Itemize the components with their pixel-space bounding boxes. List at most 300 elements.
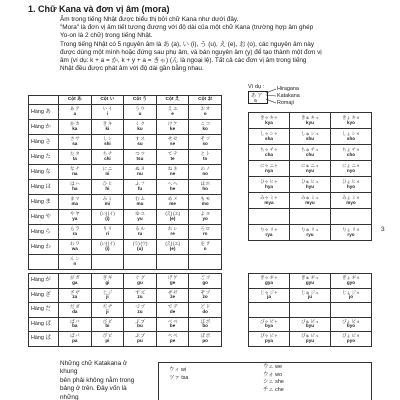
romaji-text: chi	[104, 156, 111, 161]
romaji-text: ki	[105, 126, 110, 131]
romaji-text: hyo	[346, 183, 356, 189]
kana-cell	[249, 317, 290, 332]
kana-cell	[91, 120, 124, 135]
table-row	[249, 288, 372, 303]
romaji-text: i	[106, 111, 109, 116]
kana-cell	[156, 195, 189, 210]
kana-cell	[290, 113, 331, 129]
kana-cell	[124, 105, 157, 120]
romaji-text: myo	[346, 199, 356, 205]
kana-glyphs: ど ド	[200, 304, 210, 310]
table-row	[249, 177, 372, 193]
kana-glyphs: じゃ ジャ	[260, 289, 278, 295]
kana-glyphs: ぎょ ギョ	[342, 275, 360, 281]
intro-line: "Mora" là đơn vị âm tiết tương đương với độ dài của một chữ Kana (trường hợp âm ghép	[60, 24, 314, 32]
header-cell: Cột あ	[59, 96, 92, 105]
romaji-text: no	[202, 171, 208, 176]
kana-glyphs: る ル	[135, 226, 145, 232]
kana-cell	[91, 288, 124, 303]
kana-glyphs: そ ソ	[200, 136, 210, 142]
romaji-text: ja	[267, 294, 271, 300]
kana-glyphs: に ニ	[102, 166, 113, 172]
kana-cell	[59, 303, 92, 318]
extra-katakana-box	[158, 362, 372, 400]
kana-glyphs: お オ	[200, 106, 210, 112]
romaji-text: kyo	[347, 119, 355, 125]
kana-cell	[91, 225, 124, 240]
kana-glyphs: で デ	[167, 304, 178, 310]
kana-glyphs: う ウ	[135, 106, 145, 112]
kana-glyphs: (い) (イ)	[100, 241, 115, 247]
kana-glyphs: ぴゃ ピャ	[260, 333, 278, 339]
romaji-text: byu	[305, 323, 315, 329]
intro-line: âm (ví dụ: k + a = か, k + y + a = きゃ) (ん là ngoại lệ). Tất cả các đơn vị âm trong tiếng	[60, 57, 307, 65]
romaji-text: kya	[265, 119, 273, 125]
kana-cell	[91, 135, 124, 150]
romaji-text: sha	[265, 135, 273, 141]
kana-cell	[124, 288, 157, 303]
kana-cell	[156, 240, 189, 255]
romaji-text: hya	[265, 183, 273, 189]
kana-glyphs: が ガ	[70, 275, 80, 281]
romaji-text: pa	[72, 337, 78, 343]
table-row	[249, 145, 372, 161]
romaji-text: ka	[72, 126, 78, 131]
romaji-text: zo	[202, 294, 208, 300]
kana-cell	[189, 165, 222, 180]
romaji-text: ke	[170, 126, 176, 131]
kana-glyphs: (う) (ウ)	[132, 241, 148, 247]
romaji-text: ri	[105, 231, 109, 236]
row-label: Hàng ぱ	[29, 332, 59, 347]
gojuon-table	[28, 95, 222, 270]
kana-cell	[124, 135, 157, 150]
kana-glyphs: ま マ	[70, 196, 80, 202]
romaji-text: jo	[348, 294, 354, 300]
romaji-text: kyu	[306, 119, 314, 125]
romaji-text: bo	[202, 323, 208, 329]
kana-cell	[189, 274, 222, 289]
kana-glyphs: ゆ ユ	[135, 211, 145, 217]
kana-cell	[249, 288, 290, 303]
kana-cell	[124, 165, 157, 180]
kana-glyphs: ろ ロ	[200, 226, 210, 232]
romaji-text: za	[72, 294, 78, 300]
kana-cell	[91, 255, 124, 270]
kana-cell	[290, 274, 331, 289]
kana-cell	[331, 274, 372, 289]
romaji-text: u	[138, 111, 142, 116]
kana-cell	[91, 105, 124, 120]
kana-cell	[331, 303, 372, 318]
kana-glyphs: け ケ	[167, 121, 178, 127]
romaji-text: ho	[202, 186, 208, 191]
kana-cell	[331, 145, 372, 161]
romaji-text: myu	[305, 199, 315, 205]
intro-line: Nhật đều được phát âm với độ dài gần bằng nhau.	[60, 65, 204, 73]
kana-cell	[189, 150, 222, 165]
romaji-text: pe	[169, 337, 176, 343]
kana-glyphs: の ノ	[200, 166, 210, 172]
romaji-text: fu	[137, 186, 143, 191]
table-row	[29, 135, 222, 150]
kana-cell	[290, 209, 331, 225]
kana-glyphs: にょ ニョ	[342, 162, 360, 168]
kana-glyphs: ば バ	[70, 318, 80, 324]
kana-glyphs: しょ ショ	[342, 130, 360, 136]
table-row	[29, 210, 222, 225]
extra-katakana-item: シェ she	[263, 379, 284, 385]
kana-cell	[59, 317, 92, 332]
table-row	[29, 195, 222, 210]
romaji-text: ro	[202, 231, 208, 236]
romaji-text: ha	[72, 186, 78, 191]
table-row	[29, 303, 222, 318]
intro-line: Âm trong tiếng Nhật được biểu thị bởi chữ Kana như dưới đây.	[60, 16, 239, 23]
kana-cell	[124, 195, 157, 210]
kana-glyphs: ひゃ ヒャ	[260, 178, 278, 184]
table-row	[29, 180, 222, 195]
romaji-text: gu	[137, 279, 143, 285]
romaji-text: sa	[72, 141, 78, 146]
kana-cell	[249, 161, 290, 177]
row-label: Hàng ば	[29, 317, 59, 332]
kana-glyphs: にゅ ニュ	[301, 162, 319, 168]
kana-cell	[331, 332, 372, 347]
romaji-text: mo	[201, 201, 209, 206]
kana-cell	[189, 135, 222, 150]
romaji-text: pya	[265, 337, 273, 343]
bottom-note-line: Những chữ Katakana ở khung	[60, 360, 128, 376]
romaji-text: ge	[169, 279, 176, 285]
romaji-text: nyo	[346, 167, 356, 173]
romaji-text: wa	[71, 246, 78, 251]
kana-cell	[290, 161, 331, 177]
kana-glyphs: だ ダ	[70, 304, 80, 310]
romaji-text: (e)	[169, 216, 176, 221]
romaji-text: tsu	[136, 156, 144, 161]
kana-glyphs: しゃ シャ	[260, 130, 278, 136]
kana-cell	[290, 225, 331, 241]
kana-cell	[59, 288, 92, 303]
table-row	[29, 105, 222, 120]
table-row	[29, 150, 222, 165]
kana-glyphs: を ヲ	[200, 241, 210, 247]
kana-glyphs: か カ	[70, 121, 80, 127]
kana-glyphs: ぜ ゼ	[167, 289, 178, 295]
kana-glyphs: あ ア	[70, 106, 80, 112]
romaji-text: su	[137, 141, 143, 146]
romaji-text: pyo	[346, 337, 356, 343]
kana-cell	[124, 317, 157, 332]
kana-cell	[124, 332, 157, 347]
romaji-text: byo	[346, 323, 356, 329]
extra-katakana-item: ウォ wo	[263, 371, 282, 378]
kana-glyphs: や ヤ	[70, 211, 80, 217]
kana-glyphs: ち チ	[102, 151, 113, 157]
kana-glyphs: ぞ ゾ	[200, 289, 210, 295]
kana-glyphs: こ コ	[200, 121, 210, 127]
romaji-text: gyu	[305, 279, 315, 285]
table-row	[29, 120, 222, 135]
kana-glyphs: り リ	[102, 226, 113, 232]
kana-glyphs: ぺ ペ	[167, 333, 178, 339]
kana-cell	[59, 105, 92, 120]
kana-glyphs: き キ	[102, 121, 113, 127]
romaji-text: gi	[105, 279, 110, 285]
kana-glyphs: ぴゅ ピュ	[301, 333, 319, 339]
romaji-text: ra	[72, 231, 77, 236]
kana-glyphs: りゅ リュ	[301, 226, 319, 232]
romaji-text: to	[203, 156, 208, 161]
kana-glyphs: じゅ ジュ	[301, 289, 319, 295]
romaji-text: shi	[104, 141, 111, 146]
romaji-text: nya	[265, 167, 273, 173]
romaji-text: ta	[72, 156, 77, 161]
romaji-text: rya	[265, 231, 273, 237]
romaji-text: ji	[106, 308, 109, 314]
kana-glyphs: ほ ホ	[200, 181, 210, 187]
table-row	[29, 317, 222, 332]
kana-glyphs: も モ	[200, 196, 210, 202]
kana-glyphs: ぷ プ	[135, 333, 145, 339]
table-row	[249, 225, 372, 241]
header-cell	[29, 96, 59, 105]
kana-glyphs: む ム	[135, 196, 145, 202]
kana-glyphs: ひょ ヒョ	[342, 178, 360, 184]
romaji-text: re	[170, 231, 175, 236]
kana-cell	[156, 180, 189, 195]
extra-katakana-item: ウェ we	[263, 364, 282, 370]
kana-glyphs: みゃ ミャ	[260, 194, 278, 200]
kana-glyphs: よ ヨ	[200, 211, 210, 217]
row-label: Hàng や	[29, 210, 59, 225]
kana-cell	[189, 225, 222, 240]
romaji-text: (i)	[105, 216, 110, 221]
kana-glyphs: た タ	[70, 151, 80, 157]
kana-cell	[124, 274, 157, 289]
kana-glyphs: ぬ ヌ	[135, 166, 145, 172]
bottom-note	[60, 360, 140, 400]
romaji-text: gyo	[346, 279, 356, 285]
header-cell: Cột い	[91, 96, 124, 105]
kana-glyphs: み ミ	[102, 196, 113, 202]
kana-glyphs: と ト	[200, 151, 210, 157]
intro-line: Yo-on là 2 chữ) trong tiếng Nhật.	[60, 32, 153, 40]
romaji-text: ji	[106, 294, 109, 300]
kana-glyphs: しゅ シュ	[301, 130, 319, 136]
romaji-text: mi	[104, 201, 111, 206]
table-row	[29, 240, 222, 255]
kana-glyphs: ひゅ ヒュ	[301, 178, 319, 184]
table-row	[249, 113, 372, 129]
kana-cell	[124, 150, 157, 165]
kana-glyphs: にゃ ニャ	[260, 162, 278, 168]
kana-cell	[331, 177, 372, 193]
kana-cell	[290, 332, 331, 347]
kana-glyphs: へ ヘ	[167, 181, 178, 187]
kana-cell	[91, 180, 124, 195]
kana-cell	[156, 255, 189, 270]
table-row	[249, 129, 372, 145]
kana-cell	[124, 210, 157, 225]
romaji-text: ku	[137, 126, 143, 131]
section-title: 1. Chữ Kana và đơn vị âm (mora)	[28, 4, 170, 14]
kana-cell	[91, 150, 124, 165]
table-row	[249, 209, 372, 225]
romaji-text: ne	[169, 171, 176, 176]
kana-cell	[156, 317, 189, 332]
kana-cell	[156, 105, 189, 120]
table-header-row	[29, 96, 222, 105]
kana-glyphs: え エ	[167, 106, 178, 112]
kana-glyphs: ぱ パ	[70, 333, 80, 339]
kana-cell	[249, 274, 290, 289]
kana-glyphs: ら ラ	[70, 226, 80, 232]
kana-glyphs: りゃ リャ	[260, 226, 278, 232]
kana-glyphs: げ ゲ	[167, 275, 178, 281]
kana-glyphs: ぎゃ ギャ	[260, 275, 278, 281]
kana-cell	[91, 240, 124, 255]
kana-cell	[249, 113, 290, 129]
kana-cell	[189, 240, 222, 255]
kana-glyphs: せ セ	[167, 136, 178, 142]
example-romaji: a	[254, 98, 257, 104]
kana-cell	[249, 129, 290, 145]
romaji-text: so	[202, 141, 208, 146]
kana-glyphs: ふ フ	[135, 181, 145, 187]
kana-cell	[189, 317, 222, 332]
kana-glyphs: きょ キョ	[342, 114, 360, 120]
romaji-text: ni	[105, 171, 110, 176]
romaji-text: he	[169, 186, 176, 191]
romaji-text: cho	[346, 151, 356, 157]
table-row	[249, 317, 372, 332]
kana-cell	[124, 240, 157, 255]
kana-glyphs: い イ	[102, 106, 113, 112]
kana-cell	[91, 165, 124, 180]
romaji-text: go	[202, 279, 208, 285]
kana-cell	[189, 210, 222, 225]
row-label: Hàng か	[29, 120, 59, 135]
romaji-text: gya	[265, 279, 273, 285]
row-label: Hàng あ	[29, 105, 59, 120]
kana-cell	[124, 180, 157, 195]
romaji-text: a	[73, 111, 77, 116]
kana-cell	[59, 225, 92, 240]
kana-cell	[124, 303, 157, 318]
romaji-text: ryu	[306, 231, 314, 237]
kana-glyphs: づ ヅ	[135, 304, 145, 310]
romaji-text: hyu	[305, 183, 315, 189]
romaji-text: shu	[305, 135, 315, 141]
kana-cell	[249, 209, 290, 225]
kana-cell	[290, 145, 331, 161]
romaji-text: mu	[136, 201, 144, 206]
kana-glyphs: ぴょ ピョ	[342, 333, 360, 339]
romaji-text: ze	[170, 294, 175, 300]
romaji-text: da	[72, 308, 78, 314]
row-label	[29, 255, 59, 270]
romaji-text: te	[170, 156, 175, 161]
kana-glyphs: ご ゴ	[200, 275, 210, 281]
romaji-text: se	[170, 141, 176, 146]
romaji-text: ma	[71, 201, 79, 206]
row-label: Hàng ま	[29, 195, 59, 210]
romaji-text: hi	[105, 186, 110, 191]
romaji-text: ya	[72, 216, 78, 221]
kana-cell	[156, 332, 189, 347]
romaji-text: be	[169, 323, 176, 329]
kana-glyphs: (え) (エ)	[165, 241, 180, 247]
kana-cell	[290, 193, 331, 209]
romaji-text: ju	[307, 294, 313, 300]
table-row	[249, 332, 372, 347]
kana-cell	[331, 288, 372, 303]
kana-cell	[249, 193, 290, 209]
table-row	[29, 274, 222, 289]
kana-glyphs: つ ツ	[135, 151, 145, 157]
kana-glyphs: じ ジ	[102, 289, 113, 295]
romaji-text: na	[72, 171, 78, 176]
kana-glyphs: ず ズ	[135, 289, 145, 295]
intro-line: Trong tiếng Nhật có 5 nguyên âm là あ (a), い (i), う (u), え (e), お (o), các nguyên âm này	[60, 40, 315, 48]
kana-glyphs: す ス	[135, 136, 145, 142]
kana-glyphs: きゃ キャ	[260, 114, 278, 120]
kana-glyphs: ん ン	[70, 256, 80, 262]
kana-cell	[91, 210, 124, 225]
romaji-text: chu	[305, 151, 315, 157]
kana-glyphs: ひ ヒ	[102, 181, 113, 187]
header-cell: Cột う	[124, 96, 157, 105]
romaji-text: e	[171, 111, 174, 116]
romaji-text: cha	[265, 151, 273, 157]
kana-cell	[331, 317, 372, 332]
kana-cell	[91, 332, 124, 347]
kana-cell	[91, 195, 124, 210]
row-label: Hàng ざ	[29, 288, 59, 303]
kana-glyphs: し シ	[102, 136, 113, 142]
kana-cell	[59, 180, 92, 195]
romaji-text: bi	[105, 323, 110, 329]
kana-cell	[59, 135, 92, 150]
kana-glyphs: く ク	[135, 121, 145, 127]
kana-cell	[249, 225, 290, 241]
kana-glyphs: ざ ザ	[70, 289, 80, 295]
kana-cell	[124, 255, 157, 270]
romaji-text: yu	[137, 216, 143, 221]
kana-glyphs: りょ リョ	[342, 226, 360, 232]
romaji-text: nyu	[305, 167, 315, 173]
kana-cell	[156, 120, 189, 135]
kana-glyphs: さ サ	[70, 136, 80, 142]
kana-cell	[59, 255, 92, 270]
kana-cell	[249, 332, 290, 347]
dakuten-table	[28, 273, 222, 347]
romaji-text: po	[202, 337, 208, 343]
kana-glyphs: ちょ チョ	[342, 146, 360, 152]
yoon-table	[248, 112, 372, 241]
kana-cell	[59, 195, 92, 210]
romaji-text: ru	[137, 231, 143, 236]
kana-cell	[331, 161, 372, 177]
kana-cell	[331, 209, 372, 225]
romaji-text: ga	[72, 279, 78, 285]
kana-cell	[156, 210, 189, 225]
table-row	[29, 288, 222, 303]
kana-glyphs: (い) (イ)	[100, 211, 115, 217]
kana-cell	[290, 303, 331, 318]
